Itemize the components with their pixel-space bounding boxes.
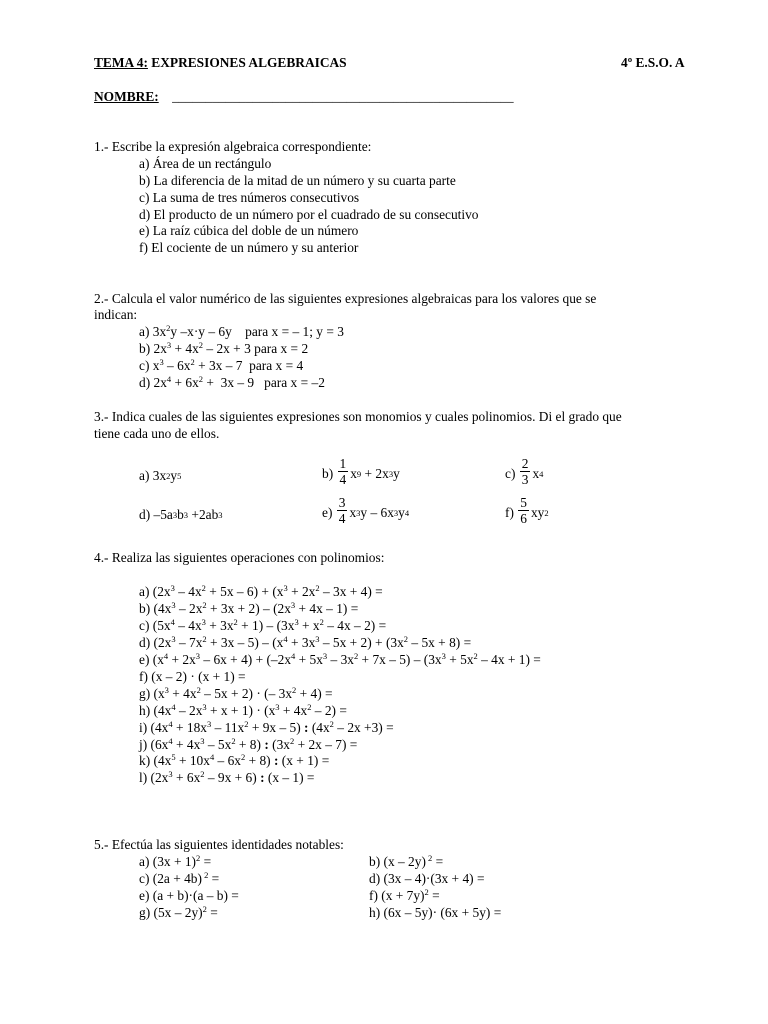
q4-item-h: h) $(4x^4 - 2x^3 + x + 1) \cdot (x^3 + 4x^2 - 2)$ = [139, 702, 347, 718]
q1-item-a: a) Área de un rectángulo [139, 156, 272, 171]
q4-item-j: j) $(6x^4 + 4x^3 - 5x^2 + 8)$ : $(3x^2 + 2x - 7)$ = [139, 736, 358, 752]
q3-item-f: f) $\frac{5}{6}$ xy 2 [505, 495, 549, 526]
q4-item-d: d) $(2x^3 - 7x^2 + 3x - 5) - (x^4 + 3x^3 - 5x + 2) + (3x^2 - 5x + 8)$ = [139, 634, 472, 650]
q4-item-a: a) $(2x^3 - 4x^2 + 5x - 6) + (x^3 + 2x^2 - 3x + 4)$ = [139, 583, 383, 599]
q5-item-b: b) (x – 2y) $^2$ = [369, 853, 444, 869]
q4-item-f: f) (x – 2) · (x + 1) = [139, 669, 246, 684]
q2-item-c: c) $x^3 - 6x^2 + 3x - 7$ para x = 4 [139, 357, 304, 373]
q3-item-b: b) $\frac{1}{4}$ x 9 + 2x 3 y [322, 456, 400, 487]
q2-item-a: a) $3x^2y$ –x·y – 6y para x = – 1; y = 3 [139, 323, 344, 339]
q4-statement: 4.- Realiza las siguientes operaciones con polinomios: [94, 550, 385, 565]
q1-item-c: c) La suma de tres números consecutivos [139, 190, 360, 205]
q5-item-a: a) $(3x + 1)^2$ = [139, 853, 212, 869]
q5-item-h: h) (6x – 5y)· (6x + 5y) = [369, 905, 502, 920]
q4-item-k: k) $(4x^5 + 10x^4 - 6x^2 + 8)$ : (x + 1) = [139, 752, 330, 768]
q2-statement-line1: 2.- Calcula el valor numérico de las siguientes expresiones algebraicas para los valores que se [94, 291, 597, 306]
name-label: NOMBRE: [94, 89, 159, 104]
q3-statement-line2: tiene cada uno de ellos. [94, 426, 220, 441]
q3-fraction-f: $\frac{5}{6}$ [520, 495, 527, 526]
topic-label: TEMA 4: [94, 55, 148, 70]
q4-item-e: e) $(x^4 + 2x^3 - 6x + 4) + (-2x^4 + 5x^3 - 3x^2 + 7x - 5) - (3x^3 + 5x^2 - 4x + 1)$ = [139, 651, 541, 667]
q1-statement: 1.- Escribe la expresión algebraica correspondiente: [94, 139, 372, 154]
q3-item-c: c) $\frac{2}{3}$ x 4 [505, 456, 544, 487]
q5-item-g: g) (5x – 2y)$^2$ = [139, 904, 218, 920]
q5-item-d: d) (3x – 4)·(3x + 4) = [369, 871, 485, 886]
q3-fraction-c: $\frac{2}{3}$ [521, 456, 529, 487]
course-label: 4º E.S.O. A [621, 55, 685, 70]
q2-item-d: d) $2x^4 + 6x^2 + 3x - 9$ para x = –2 [139, 374, 325, 390]
q1-item-d: d) El producto de un número por el cuadrado de su consecutivo [139, 207, 479, 222]
q5-item-c: c) (2a + 4b) $^2$ = [139, 870, 220, 886]
q1-item-e: e) La raíz cúbica del doble de un número [139, 223, 359, 238]
q2-item-b: b) $2x^3 + 4x^2 - 2x + 3$ para x = 2 [139, 340, 309, 356]
q3-item-d: d) –5a 3 b 3 +2ab 3 [139, 507, 223, 522]
q3-item-e: e) $\frac{3}{4}$ x 3 y – 6x 3 y 4 [322, 495, 410, 526]
q3-item-a: a) 3x 2 y 5 [139, 468, 182, 483]
q1-item-b: b) La diferencia de la mitad de un número y su cuarta parte [139, 173, 456, 188]
q4-item-c: c) $(5x^4 - 4x^3 + 3x^2 + 1) - (3x^3 + x^2 - 4x - 2)$ = [139, 617, 387, 633]
q4-item-g: g) $(x^3 + 4x^2 - 5x + 2)$ · (– $3x^2 + 4$) = [139, 685, 333, 701]
q3-fraction-e: $\frac{3}{4}$ [338, 495, 346, 526]
q4-item-i: i) $(4x^4 + 18x^3 - 11x^2 + 9x - 5)$ : $(4x^2 - 2x +3)$ = [139, 719, 394, 735]
q5-statement: 5.- Efectúa las siguientes identidades notables: [94, 837, 344, 852]
q2-statement-line2: indican: [94, 307, 138, 322]
q5-item-e: e) (a + b)·(a – b) = [139, 888, 239, 903]
q3-statement-line1: 3.- Indica cuales de las siguientes expresiones son monomios y cuales polinomios. Di el grado que [94, 409, 622, 424]
name-blank-line: ___________________________________________________ [172, 89, 514, 104]
topic-title: EXPRESIONES ALGEBRAICAS [147, 55, 347, 70]
q4-item-b: b) $(4x^3 - 2x^2 + 3x + 2) - (2x^3 + 4x - 1)$ = [139, 600, 359, 616]
name-field [94, 88, 514, 105]
q1-item-f: f) El cociente de un número y su anterior [139, 240, 359, 255]
q3-fraction-b: $\frac{1}{4}$ [339, 456, 347, 487]
topic-heading [94, 54, 347, 71]
q4-item-l: l) $(2x^3 + 6x^2 - 9x + 6)$ : (x – 1) = [139, 769, 315, 785]
q5-item-f: f) $(x + 7y)^2$ = [369, 887, 440, 903]
